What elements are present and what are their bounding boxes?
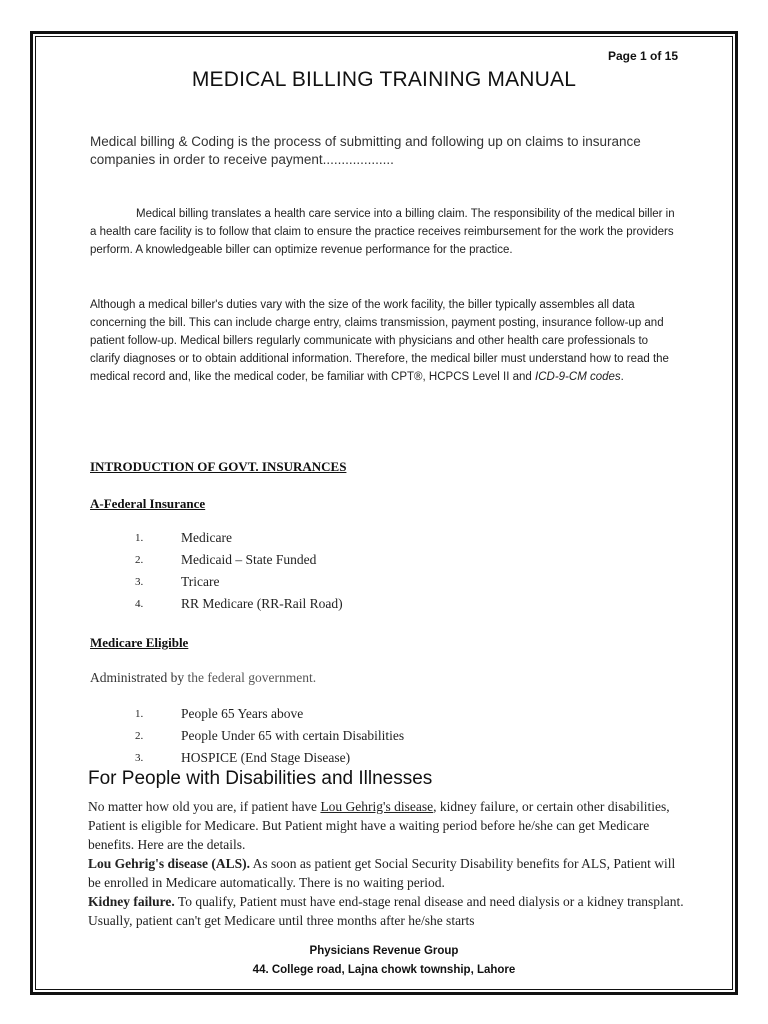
disabilities-heading: For People with Disabilities and Illnesses [88,768,433,789]
als-text: As soon as patient get Social Security Disability benefits for ALS, Patient will be enrolled in Medicare automatically. There is no waiting period. [88,856,676,890]
list-item-text: Medicare [181,530,232,545]
list-item [135,728,585,750]
lou-gehrig-link[interactable]: Lou Gehrig's disease [320,799,434,814]
kidney-text: To qualify, Patient must have end-stage renal disease and need dialysis or a kidney transplant. Usually, patient can't get Medicare until three months after he/she starts [88,894,684,928]
duties-paragraph [90,296,680,386]
list-item-text: People 65 Years above [181,706,304,721]
administrated-federal-text: the federal government. [187,670,317,685]
administrated-text: Administrated by [90,670,188,685]
list-item-text: Medicaid – State Funded [181,552,317,567]
list-item-number: 1. [135,532,144,544]
list-item-number: 3. [135,576,144,588]
list-item-text: Tricare [181,574,220,589]
administrated-line [90,670,316,686]
footer-address: 44. College road, Lajna chowk township, Lahore [252,964,516,976]
medicare-eligible-list [135,706,585,772]
list-item-text: HOSPICE (End Stage Disease) [181,750,351,765]
disabilities-text-cont: , kidney failure, or certain other disabilities, Patient is eligible for Medicare. But Patient might have a waiting period before he/she can get Medicare benefits. Here are the details. [88,799,670,852]
duties-paragraph-text: Although a medical biller's duties vary with the size of the work facility, the biller typically assembles all data concerning the bill. This can include charge entry, claims transmission, payment posting, insurance follow-up and patient follow-up. Medical billers regularly communicate with physicians and other health care professionals to clarify diagnoses or to obtain additional information. Therefore, the medical biller must understand how to read the medical record and, like the medical coder, be familiar with CPT®, HCPCS Level II and [90,299,669,383]
billing-paragraph-text: Medical billing translates a health care service into a billing claim. The responsibility of the medical biller in a health care facility is to follow that claim to ensure the practice receives reimbursement for the work the providers perform. A knowledgeable biller can optimize revenue performance for the practice. [90,208,675,256]
page-number: Page 1 of 15 [607,49,678,63]
duties-paragraph-end: . [620,371,624,383]
intro-paragraph: Medical billing & Coding is the process of submitting and following up on claims to insurance companies in order to receive payment................... [90,134,641,167]
disabilities-body [88,797,688,930]
list-item-text: People Under 65 with certain Disabilities [181,728,405,743]
federal-insurance-list [135,530,585,618]
list-item [135,574,585,596]
list-item [135,530,585,552]
disabilities-text: No matter how old you are, if patient have [88,799,321,814]
list-item [135,706,585,728]
section-heading-govt-insurances: INTRODUCTION OF GOVT. INSURANCES [90,459,347,474]
list-item-number: 2. [135,554,144,566]
kidney-label: Kidney failure. [88,894,175,909]
list-item-number: 2. [135,730,144,742]
list-item [135,552,585,574]
list-item [135,596,585,618]
billing-paragraph [90,205,680,259]
footer-company: Physicians Revenue Group [309,945,459,957]
als-label: Lou Gehrig's disease (ALS). [88,856,251,871]
list-item-text: RR Medicare (RR-Rail Road) [181,596,343,611]
document-title: MEDICAL BILLING TRAINING MANUAL [191,68,577,91]
federal-insurance-heading: A-Federal Insurance [90,496,206,511]
list-item-number: 4. [135,598,144,610]
list-item-number: 1. [135,708,144,720]
page-footer [0,942,768,980]
icd-codes-text: ICD-9-CM codes [535,371,621,383]
medicare-eligible-heading: Medicare Eligible [90,635,189,650]
list-item-number: 3. [135,752,144,764]
